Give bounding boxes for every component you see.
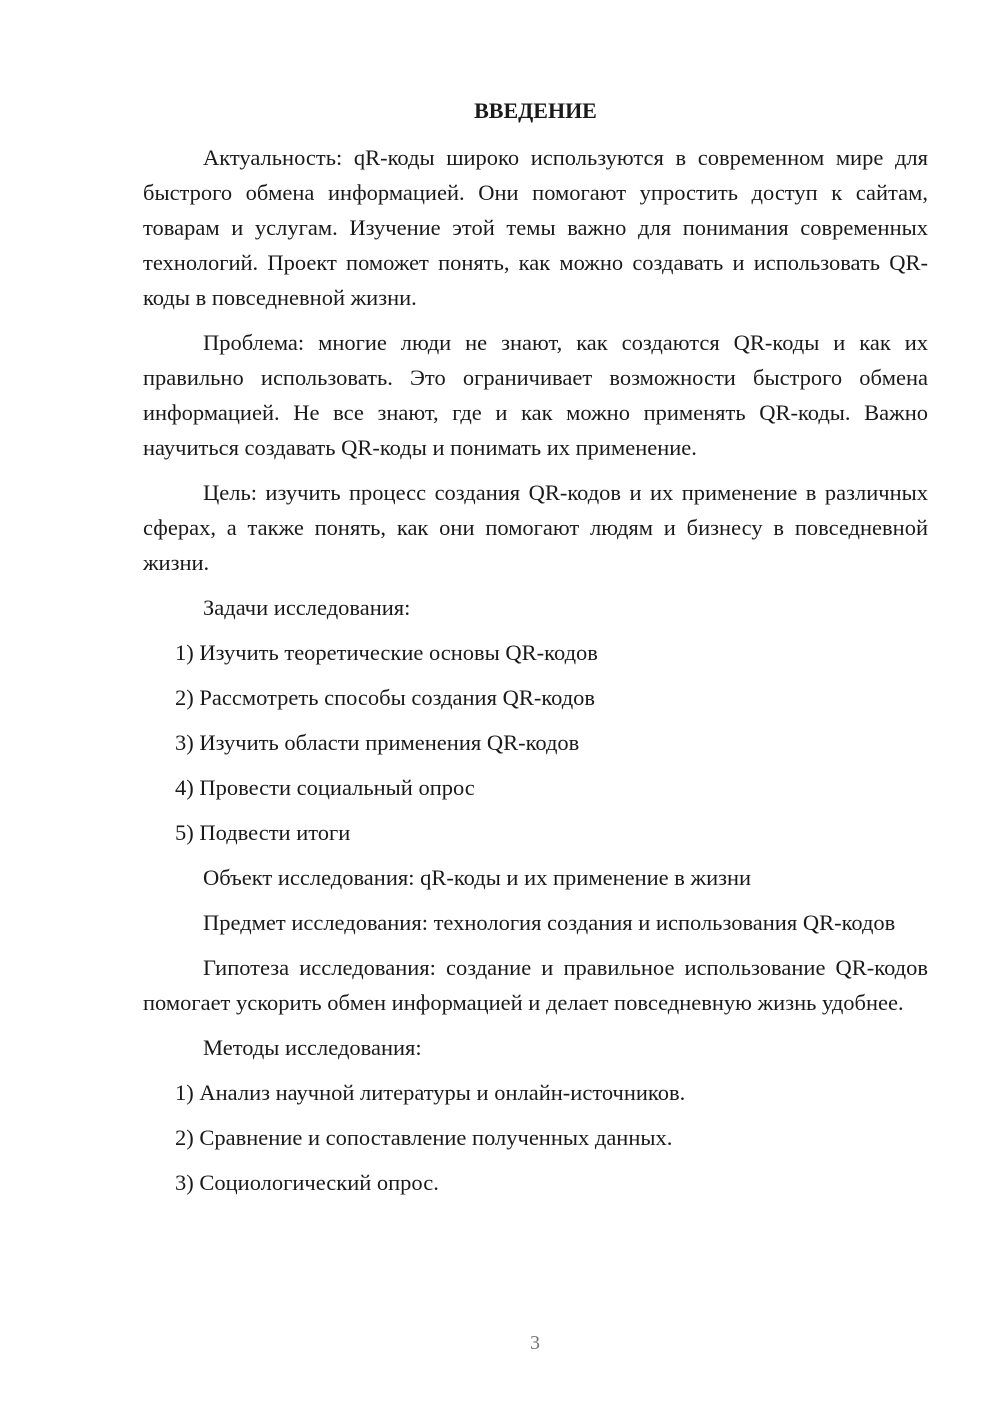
page-number: 3	[530, 1332, 540, 1354]
object-paragraph: Объект исследования: qR-коды и их применение в жизни	[203, 865, 752, 890]
page-title: ВВЕДЕНИЕ	[474, 98, 597, 123]
list-item: 1) Изучить теоретические основы QR-кодов	[175, 640, 598, 665]
list-item: 2) Сравнение и сопоставление полученных данных.	[175, 1125, 673, 1150]
list-item: 2) Рассмотреть способы создания QR-кодов	[175, 685, 596, 710]
tasks-label: Задачи исследования:	[203, 595, 411, 620]
methods-list	[143, 1075, 928, 1200]
tasks-list	[143, 635, 928, 850]
document-page	[143, 96, 928, 1210]
problem-paragraph: Проблема: многие люди не знают, как создаются QR-коды и как их правильно использовать. Это ограничивает возможности быстрого обмена информацией. Не все знают, где и как можно применять QR-коды. Важно научиться создавать QR-коды и понимать их применение.	[143, 330, 928, 460]
relevance-paragraph: Актуальность: qR-коды широко используются в современном мире для быстрого обмена информацией. Они помогают упростить доступ к сайтам, товарам и услугам. Изучение этой темы важно для понимания современных технологий. Проект поможет понять, как можно создавать и использовать QR-коды в повседневной жизни.	[143, 145, 928, 310]
list-item: 5) Подвести итоги	[175, 820, 351, 845]
list-item: 3) Социологический опрос.	[175, 1170, 439, 1195]
list-item: 4) Провести социальный опрос	[175, 775, 475, 800]
goal-paragraph: Цель: изучить процесс создания QR-кодов и их применение в различных сферах, а также понять, как они помогают людям и бизнесу в повседневной жизни.	[143, 480, 928, 575]
methods-label: Методы исследования:	[203, 1035, 422, 1060]
hypothesis-paragraph: Гипотеза исследования: создание и правильное использование QR-кодов помогает ускорить обмен информацией и делает повседневную жизнь удобнее.	[143, 955, 928, 1015]
list-item: 3) Изучить области применения QR-кодов	[175, 730, 580, 755]
list-item: 1) Анализ научной литературы и онлайн-источников.	[175, 1080, 686, 1105]
subject-paragraph: Предмет исследования: технология создания и использования QR-кодов	[203, 910, 896, 935]
